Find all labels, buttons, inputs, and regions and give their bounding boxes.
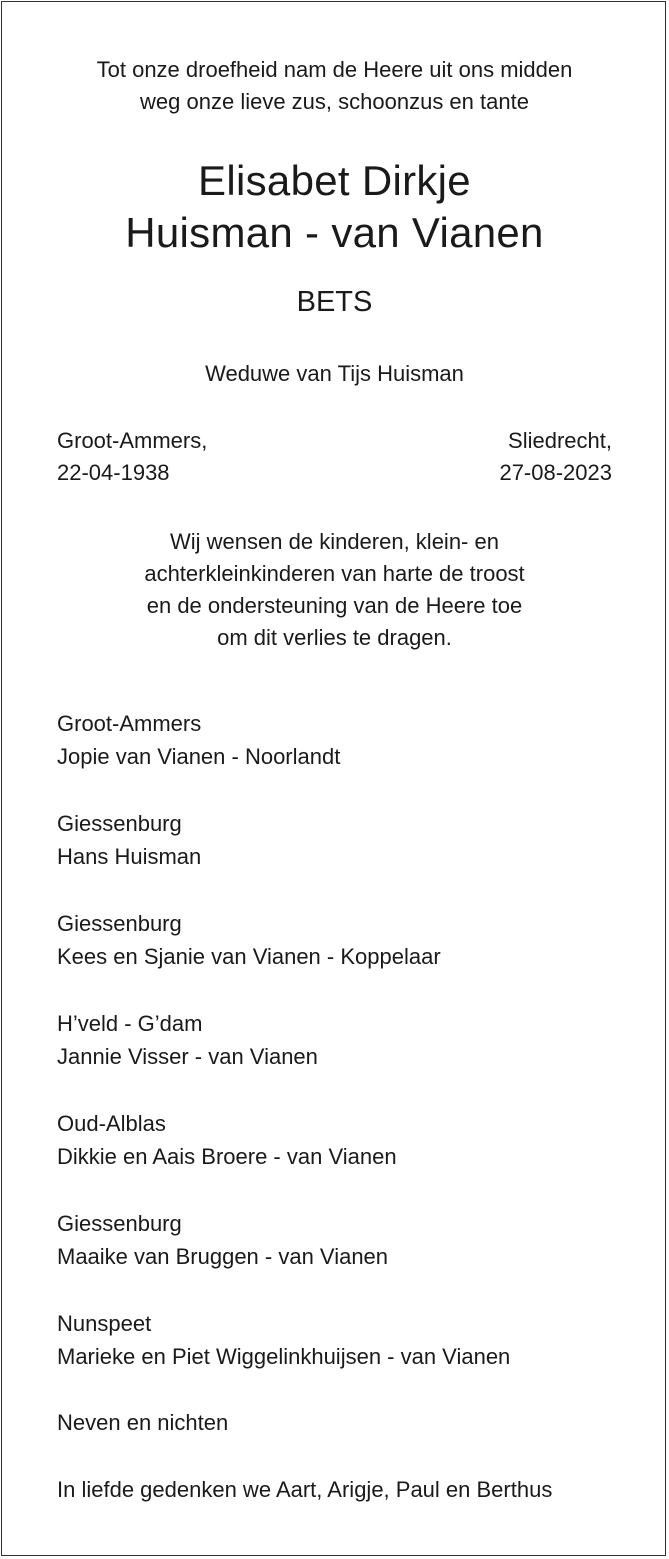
wish-line-2: achterkleinkinderen van harte de troost — [144, 561, 525, 586]
wish-line-4: om dit verlies te dragen. — [217, 625, 452, 650]
relative-place: Giessenburg — [57, 911, 182, 936]
deceased-name-line-2: Huisman - van Vianen — [125, 209, 544, 256]
intro-line-1: Tot onze droefheid nam de Heere uit ons midden — [96, 57, 573, 82]
relative-place: Nunspeet — [57, 1311, 152, 1336]
deceased-name-line-1: Elisabet Dirkje — [198, 157, 471, 204]
relative-place: Giessenburg — [57, 811, 182, 836]
relative-place: Oud-Alblas — [57, 1111, 166, 1136]
relative-group — [57, 808, 657, 873]
death-place: Sliedrecht, — [508, 428, 612, 453]
relative-names: Hans Huisman — [57, 843, 202, 869]
widow-of: Weduwe van Tijs Huisman — [205, 361, 464, 386]
relative-names: Maaike van Bruggen - van Vianen — [57, 1243, 389, 1269]
intro-line-2: weg onze lieve zus, schoonzus en tante — [140, 89, 529, 114]
relative-group — [57, 708, 657, 773]
relative-group — [57, 1108, 657, 1173]
relative-group — [57, 1208, 657, 1273]
birth-date: 22-04-1938 — [57, 460, 170, 485]
death-date: 27-08-2023 — [499, 460, 612, 485]
relative-names: Dikkie en Aais Broere - van Vianen — [57, 1143, 397, 1169]
obituary-card — [1, 1, 666, 1556]
condolence-wish — [2, 526, 667, 654]
intro-text — [2, 54, 667, 118]
relative-names: Jopie van Vianen - Noorlandt — [57, 743, 341, 769]
deceased-name — [2, 155, 667, 259]
remembrance-line: In liefde gedenken we Aart, Arigje, Paul en Berthus — [57, 1477, 553, 1502]
relative-names: Marieke en Piet Wiggelinkhuijsen - van Vianen — [57, 1343, 511, 1369]
relative-group — [57, 1308, 657, 1373]
deceased-nickname: BETS — [296, 286, 373, 318]
relative-place: Giessenburg — [57, 1211, 182, 1236]
wish-line-1: Wij wensen de kinderen, klein- en — [170, 529, 499, 554]
relative-group — [57, 1008, 657, 1073]
relative-names: Jannie Visser - van Vianen — [57, 1043, 318, 1069]
relatives-list — [57, 708, 657, 1408]
wish-line-3: en de ondersteuning van de Heere toe — [146, 593, 523, 618]
birth-info — [57, 425, 207, 489]
relative-names: Kees en Sjanie van Vianen - Koppelaar — [57, 943, 441, 969]
nephews-nieces: Neven en nichten — [57, 1410, 229, 1435]
relative-place: H’veld - G’dam — [57, 1011, 203, 1036]
birth-place: Groot-Ammers, — [57, 428, 208, 453]
death-info — [499, 425, 612, 489]
relative-place: Groot-Ammers — [57, 711, 202, 736]
relative-group — [57, 908, 657, 973]
